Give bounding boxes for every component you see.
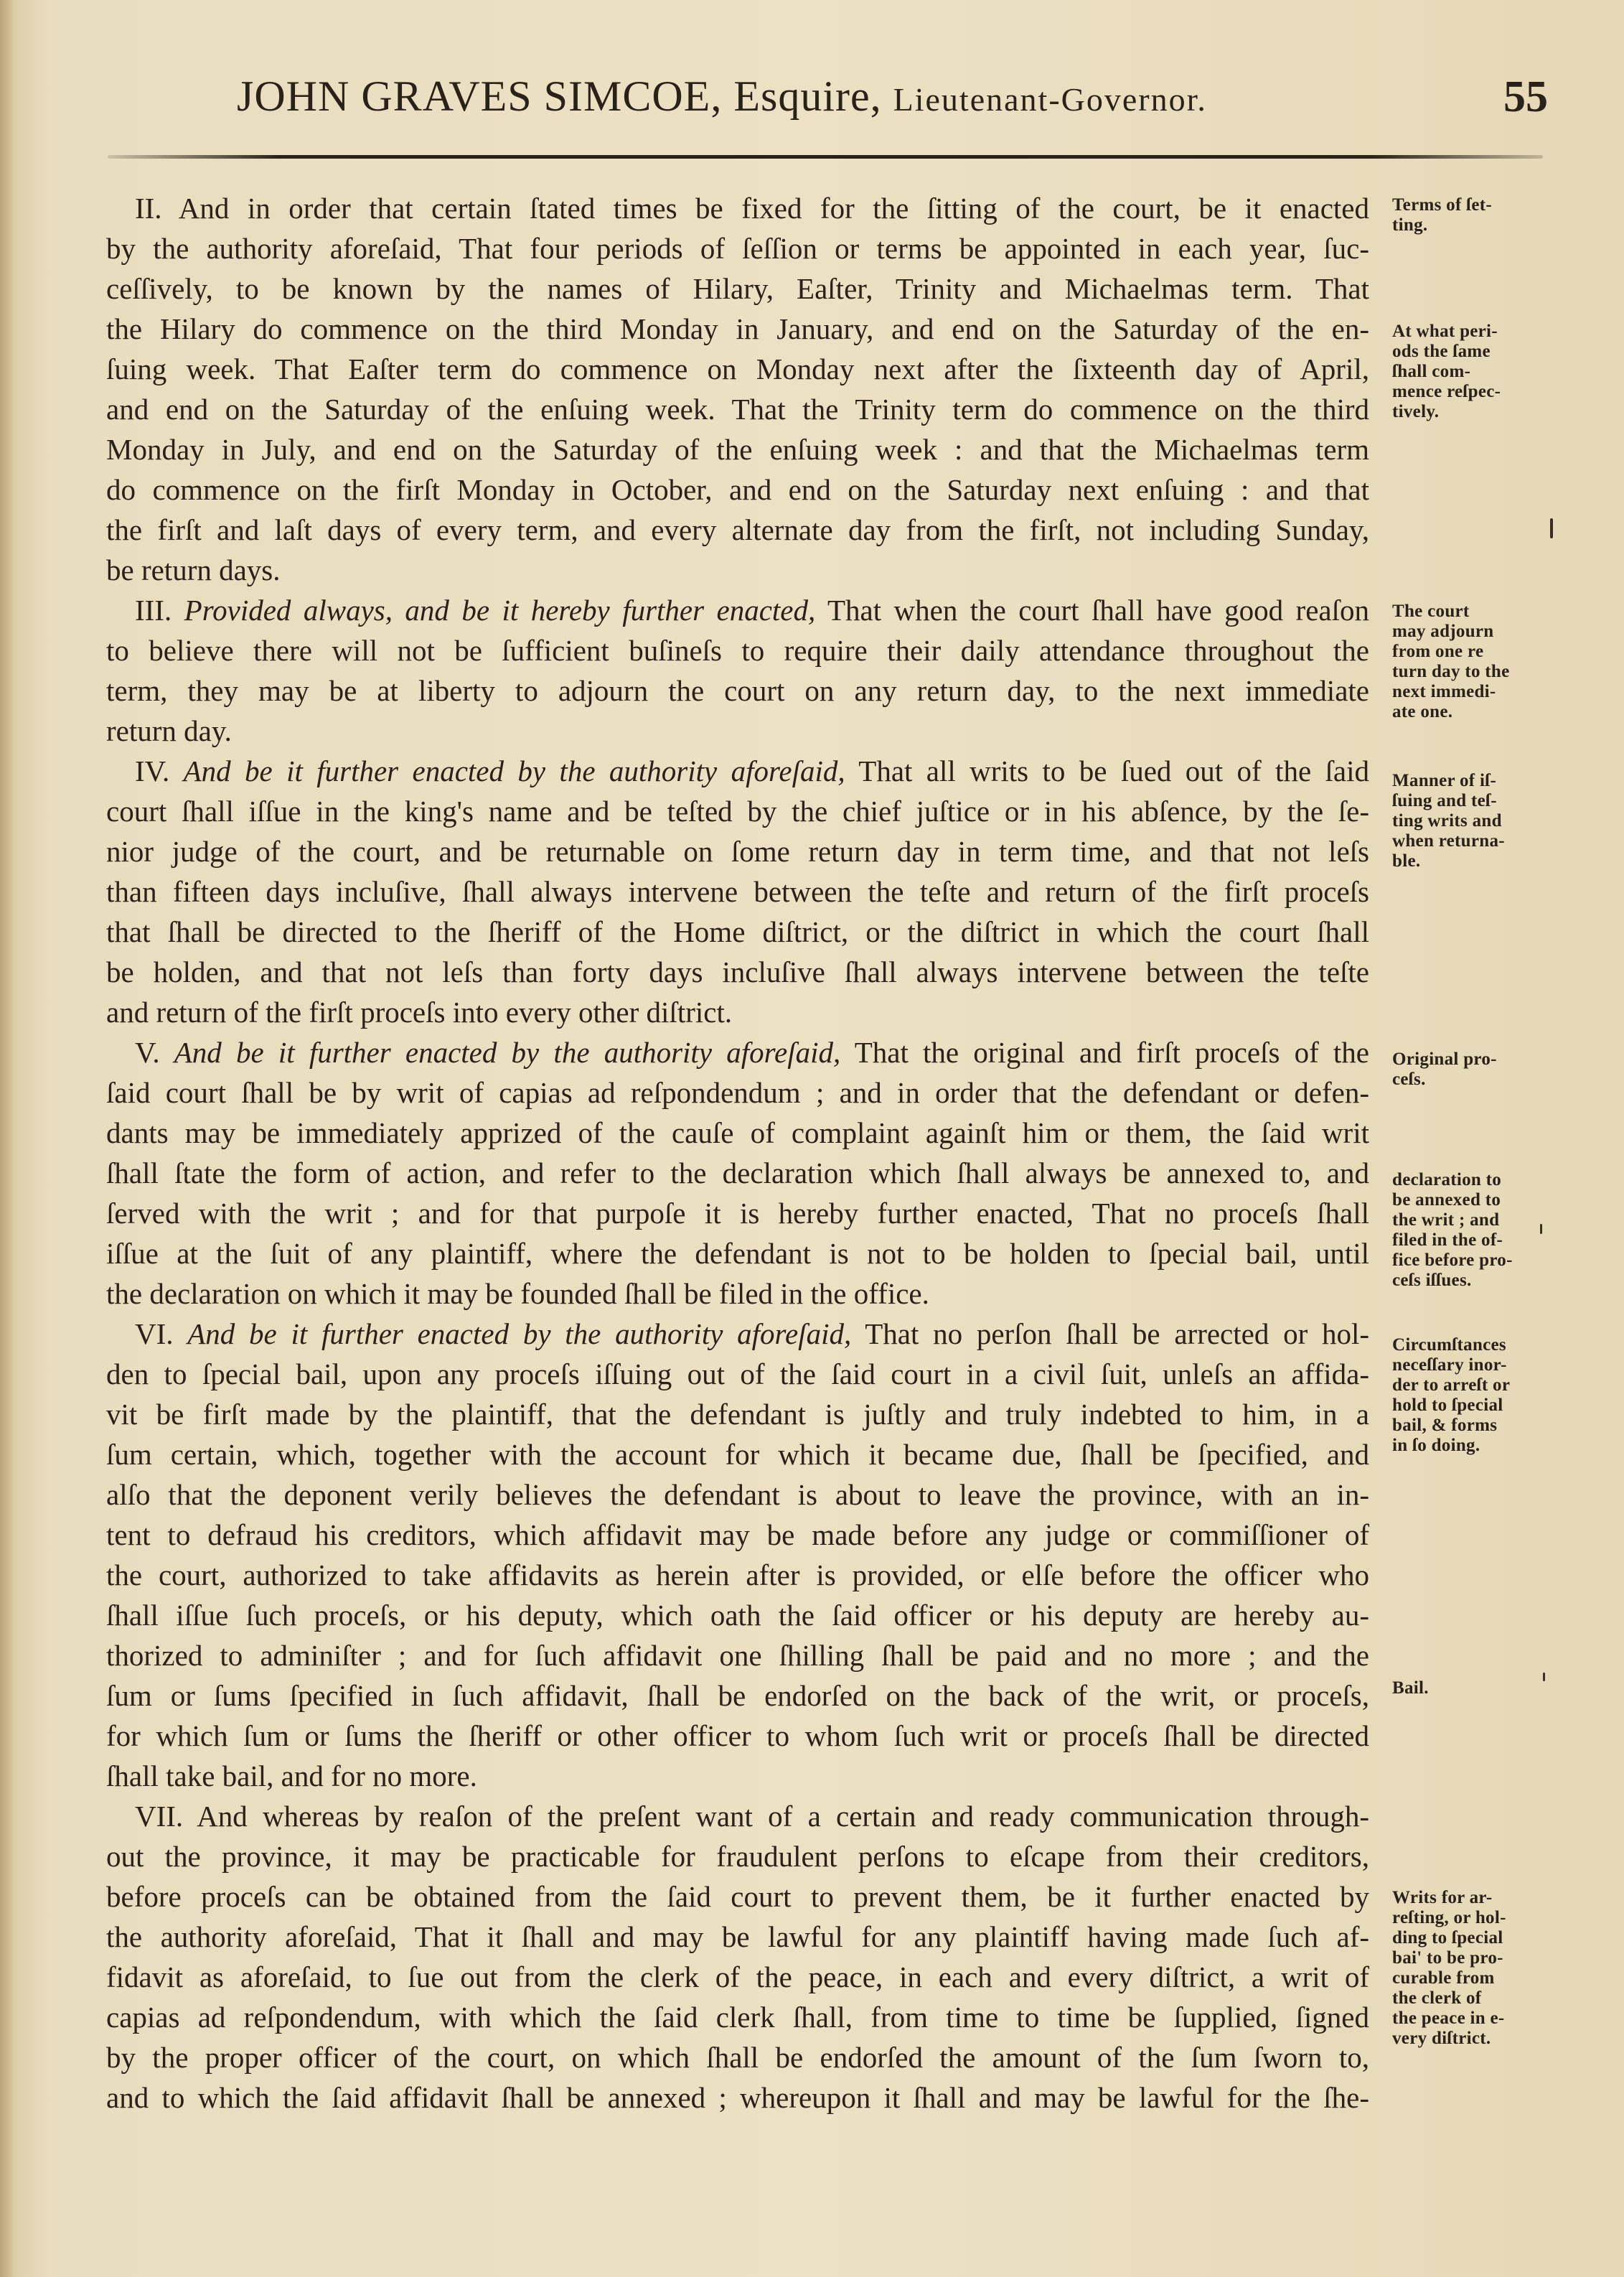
text-line	[106, 1233, 1369, 1273]
text-line	[106, 469, 1369, 510]
text-run: than fifteen days incluſive, ſhall always intervene between the teſte and return of the firſt proceſs	[106, 875, 1369, 908]
header-rule	[108, 155, 1543, 159]
marginal-note-line: bail, & forms	[1392, 1416, 1498, 1435]
text-line	[106, 349, 1369, 389]
text-run: the Hilary do commence on the third Monday in January, and end on the Saturday of the en-	[106, 312, 1369, 345]
running-head-title: Lieutenant-Governor.	[893, 81, 1207, 118]
text-run: be return days.	[106, 553, 281, 586]
marginal-note	[1392, 1170, 1572, 1291]
text-run: ſum or ſums ſpecified in ſuch affidavit, ſhall be endorſed on the back of the writ, or proceſs,	[106, 1679, 1369, 1712]
marginal-note-line: Original pro-	[1392, 1049, 1497, 1069]
text-line	[106, 912, 1369, 952]
marginal-note-line: The court	[1392, 602, 1470, 621]
text-line	[106, 1555, 1369, 1595]
text-run: That when the court ſhall have good reaſon	[815, 594, 1369, 627]
marginal-note-line: At what peri-	[1392, 322, 1498, 341]
marginal-note-line: be annexed to	[1392, 1190, 1501, 1210]
marginal-note-line: Writs for ar-	[1392, 1888, 1493, 1907]
running-head	[237, 72, 1335, 121]
marginal-note	[1392, 771, 1572, 871]
text-run: the court, authorized to take affidavits as herein after is provided, or elſe before the officer who	[106, 1558, 1369, 1591]
italic-run: And be it further enacted by the authority aforeſaid,	[187, 1317, 852, 1350]
text-line	[106, 1273, 1369, 1314]
text-run: III.	[135, 594, 184, 627]
marginal-note-line: next immedi-	[1392, 682, 1496, 701]
marginal-note-line: bai' to be pro-	[1392, 1948, 1503, 1968]
text-run: thorized to adminiſter ; and for ſuch affidavit one ſhilling ſhall be paid and no more ; and the	[106, 1639, 1369, 1672]
running-head-main: JOHN GRAVES SIMCOE, Esquire,	[237, 73, 882, 120]
marginal-note-line: may adjourn	[1392, 622, 1494, 641]
text-run: alſo that the deponent verily believes the defendant is about to leave the province, with an in-	[106, 1478, 1369, 1511]
marginal-note-line: the clerk of	[1392, 1988, 1482, 2008]
text-run: ſaid court ſhall be by writ of capias ad reſpondendum ; and in order that the defendant or defen-	[106, 1076, 1369, 1109]
text-run: ſhall take bail, and for no more.	[106, 1759, 477, 1792]
text-line	[106, 1153, 1369, 1193]
text-line	[106, 1314, 1369, 1354]
text-run: the firſt and laſt days of every term, and every alternate day from the firſt, not including Sunday,	[106, 513, 1369, 546]
marginal-note-line: when returna-	[1392, 831, 1505, 851]
text-line	[106, 1394, 1369, 1434]
text-run: term, they may be at liberty to adjourn the court on any return day, to the next immediate	[106, 674, 1369, 707]
text-run: to believe there will not be ſufficient buſineſs to require their daily attendance throughout the	[106, 634, 1369, 667]
text-run: fidavit as aforeſaid, to ſue out from the clerk of the peace, in each and every diſtrict, a writ of	[106, 1960, 1369, 1993]
marginal-note-line: ſuing and teſ-	[1392, 791, 1497, 810]
marginal-note-line: reſting, or hol-	[1392, 1908, 1506, 1927]
marginal-note	[1392, 1678, 1572, 1698]
text-run: and end on the Saturday of the enſuing week. That the Trinity term do commence on the third	[106, 393, 1369, 426]
text-run: that ſhall be directed to the ſheriff of the Home diſtrict, or the diſtrict in which the court ſhall	[106, 915, 1369, 948]
ink-speck	[1540, 1224, 1542, 1234]
marginal-note-line: ting.	[1392, 215, 1428, 235]
text-line	[106, 992, 1369, 1032]
text-line	[106, 389, 1369, 429]
text-run: vit be firſt made by the plaintiff, that the defendant is juſtly and truly indebted to him, in a	[106, 1398, 1369, 1431]
page-gutter	[0, 0, 13, 2277]
marginal-note-line: hold to ſpecial	[1392, 1395, 1503, 1415]
marginal-note-line: ſhall com-	[1392, 362, 1471, 381]
text-run: ceſſively, to be known by the names of Hilary, Eaſter, Trinity and Michaelmas term. That	[106, 272, 1369, 305]
marginal-note-line: Terms of ſet-	[1392, 195, 1493, 215]
marginal-note-line: Circumſtances	[1392, 1335, 1506, 1355]
text-line	[106, 1917, 1369, 1957]
text-run: II. And in order that certain ſtated times be fixed for the ſitting of the court, be it enacted	[135, 192, 1369, 225]
marginal-note-line: ate one.	[1392, 702, 1453, 721]
text-line	[106, 1796, 1369, 1836]
marginal-note-line: ding to ſpecial	[1392, 1928, 1503, 1948]
text-line	[106, 1876, 1369, 1917]
marginal-note-line: in ſo doing.	[1392, 1436, 1480, 1455]
text-run: the authority aforeſaid, That it ſhall and may be lawful for any plaintiff having made ſuch af-	[106, 1920, 1369, 1953]
text-line	[106, 1113, 1369, 1153]
ink-speck	[1543, 1673, 1545, 1681]
text-run: for which ſum or ſums the ſheriff or other officer to whom ſuch writ or proceſs ſhall be directed	[106, 1719, 1369, 1752]
text-line	[106, 1434, 1369, 1474]
text-line	[106, 268, 1369, 309]
text-line	[106, 1072, 1369, 1113]
body-text	[106, 188, 1369, 2118]
text-run: tent to defraud his creditors, which affidavit may be made before any judge or commiſſioner of	[106, 1518, 1369, 1551]
marginal-note	[1392, 1888, 1572, 2049]
text-line	[106, 1957, 1369, 1997]
text-line	[106, 1193, 1369, 1233]
italic-run: And be it further enacted by the authority aforeſaid,	[183, 754, 845, 787]
text-run: the declaration on which it may be founded ſhall be filed in the office.	[106, 1277, 929, 1310]
text-run: and return of the firſt proceſs into every other diſtrict.	[106, 996, 733, 1029]
marginal-note-line: fice before pro-	[1392, 1250, 1513, 1270]
text-line	[106, 711, 1369, 751]
text-line	[106, 1756, 1369, 1796]
marginal-note	[1392, 195, 1572, 235]
text-run: and to which the ſaid affidavit ſhall be annexed ; whereupon it ſhall and may be lawful for the ſhe-	[106, 2081, 1369, 2114]
text-run: dants may be immediately apprized of the cauſe of complaint againſt him or them, the ſaid writ	[106, 1116, 1369, 1149]
ink-speck	[1550, 518, 1553, 538]
marginal-note-line: ble.	[1392, 851, 1421, 871]
text-line	[106, 670, 1369, 711]
text-run: IV.	[135, 754, 184, 787]
text-line	[106, 1675, 1369, 1716]
marginal-note-line: ting writs and	[1392, 811, 1502, 831]
text-line	[106, 791, 1369, 831]
text-run: do commence on the firſt Monday in October, and end on the Saturday next enſuing : and that	[106, 473, 1369, 506]
text-run: Monday in July, and end on the Saturday of the enſuing week : and that the Michaelmas term	[106, 433, 1369, 466]
text-line	[106, 871, 1369, 912]
text-run: den to ſpecial bail, upon any proceſs iſſuing out of the ſaid court in a civil ſuit, unleſs an affida-	[106, 1357, 1369, 1390]
italic-run: Provided always, and be it hereby further enacted,	[184, 594, 816, 627]
text-line	[106, 309, 1369, 349]
text-line	[106, 2077, 1369, 2118]
text-run: iſſue at the ſuit of any plaintiff, where the defendant is not to be holden to ſpecial bail, until	[106, 1237, 1369, 1270]
page-number: 55	[1503, 73, 1548, 121]
text-line	[106, 550, 1369, 590]
text-line	[106, 1836, 1369, 1876]
text-line	[106, 228, 1369, 268]
text-line	[106, 1474, 1369, 1515]
text-run: nior judge of the court, and be returnable on ſome return day in term time, and that not leſs	[106, 835, 1369, 868]
text-run: That all writs to be ſued out of the ſaid	[845, 754, 1369, 787]
marginal-note-line: ods the ſame	[1392, 342, 1491, 361]
marginal-note-line: very diſtrict.	[1392, 2029, 1491, 2048]
marginal-note-line: curable from	[1392, 1968, 1495, 1988]
text-line	[106, 1515, 1369, 1555]
marginal-note	[1392, 322, 1572, 422]
text-run: return day.	[106, 714, 232, 747]
text-line	[106, 510, 1369, 550]
text-line	[106, 1354, 1369, 1394]
text-line	[106, 188, 1369, 228]
text-line	[106, 1997, 1369, 2037]
marginal-note-line: tively.	[1392, 402, 1440, 421]
text-run: ſum certain, which, together with the account for which it became due, ſhall be ſpecified, and	[106, 1438, 1369, 1471]
text-run: That the original and firſt proceſs of the	[840, 1036, 1370, 1069]
text-run: out the province, it may be practicable for fraudulent perſons to eſcape from their creditors,	[106, 1840, 1369, 1873]
text-line	[106, 630, 1369, 670]
text-run: VI.	[135, 1317, 188, 1350]
marginal-note	[1392, 1049, 1572, 1090]
marginal-note	[1392, 602, 1572, 722]
text-line	[106, 1635, 1369, 1675]
text-run: That no perſon ſhall be arrected or hol-	[851, 1317, 1369, 1350]
text-run: ſerved with the writ ; and for that purpoſe it is hereby further enacted, That no proceſs ſhall	[106, 1197, 1369, 1230]
marginal-note-line: ceſs.	[1392, 1070, 1426, 1089]
text-line	[106, 751, 1369, 791]
marginal-note-line: from one re	[1392, 642, 1484, 661]
text-run: court ſhall iſſue in the king's name and be teſted by the chief juſtice or in his abſence, by the ſe-	[106, 795, 1369, 828]
text-run: VII. And whereas by reaſon of the preſent want of a certain and ready communication through-	[135, 1800, 1369, 1833]
marginal-note	[1392, 1335, 1572, 1456]
text-run: ſuing week. That Eaſter term do commence on Monday next after the ſixteenth day of April,	[106, 352, 1369, 385]
text-line	[106, 590, 1369, 630]
marginal-note-line: Bail.	[1392, 1678, 1429, 1698]
text-run: by the proper officer of the court, on which ſhall be endorſed the amount of the ſum ſworn to,	[106, 2041, 1369, 2074]
text-run: be holden, and that not leſs than forty days incluſive ſhall always intervene between the teſte	[106, 955, 1369, 988]
marginal-note-line: ceſs iſſues.	[1392, 1271, 1472, 1290]
text-line	[106, 952, 1369, 992]
text-run: by the authority aforeſaid, That four periods of ſeſſion or terms be appointed in each year, ſuc-	[106, 232, 1369, 265]
text-line	[106, 429, 1369, 469]
marginal-note-line: filed in the of-	[1392, 1230, 1503, 1250]
marginal-note-line: neceſſary inor-	[1392, 1355, 1507, 1375]
text-run: V.	[135, 1036, 174, 1069]
marginal-note-line: declaration to	[1392, 1170, 1502, 1189]
marginal-note-line: the peace in e-	[1392, 2009, 1505, 2028]
italic-run: And be it further enacted by the authority aforeſaid,	[174, 1036, 841, 1069]
text-run: ſhall ſtate the form of action, and refer to the declaration which ſhall always be annexed to, and	[106, 1156, 1369, 1189]
text-line	[106, 1032, 1369, 1072]
marginal-note-line: turn day to the	[1392, 662, 1510, 681]
text-line	[106, 831, 1369, 871]
text-run: before proceſs can be obtained from the ſaid court to prevent them, be it further enacted by	[106, 1880, 1369, 1913]
marginal-note-line: Manner of iſ-	[1392, 771, 1497, 790]
text-run: capias ad reſpondendum, with which the ſaid clerk ſhall, from time to time be ſupplied, ſigned	[106, 2001, 1369, 2034]
text-line	[106, 1595, 1369, 1635]
marginal-note-line: der to arreſt or	[1392, 1375, 1511, 1395]
text-run: ſhall iſſue ſuch proceſs, or his deputy, which oath the ſaid officer or his deputy are hereby au-	[106, 1599, 1369, 1632]
marginal-note-line: the writ ; and	[1392, 1210, 1500, 1230]
text-line	[106, 1716, 1369, 1756]
marginal-note-line: mence reſpec-	[1392, 382, 1501, 401]
text-line	[106, 2037, 1369, 2077]
